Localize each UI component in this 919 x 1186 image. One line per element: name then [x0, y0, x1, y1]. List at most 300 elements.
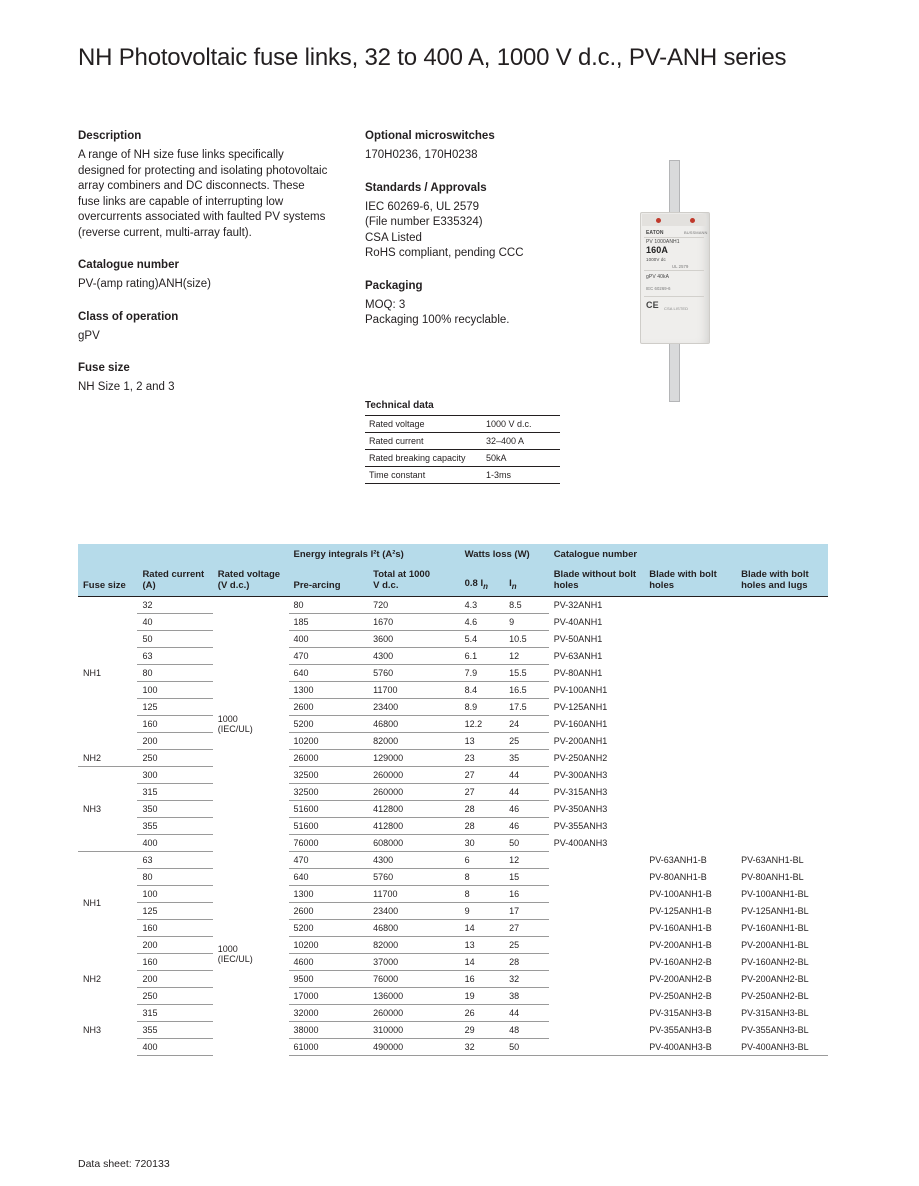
cell-watts-08in: 26 [460, 1005, 505, 1022]
cell-cat-blade-without [549, 1005, 645, 1022]
cell-watts-08in: 8 [460, 869, 505, 886]
header-rated-voltage [213, 544, 289, 597]
technical-data-title: Technical data [365, 400, 434, 411]
cell-rated-current: 100 [137, 886, 212, 903]
cell-cat-blade-without: PV-250ANH2 [553, 753, 608, 763]
cell-total-i2t: 310000 [368, 1022, 460, 1039]
cell-watts-in: 48 [504, 1022, 549, 1039]
cell-total-i2t: 260000 [368, 784, 460, 801]
cell-rated-current: 160 [137, 954, 212, 971]
cell-cat-blade-lugs [736, 733, 828, 750]
cell-watts-08in: 9 [460, 903, 505, 920]
cell-watts-in: 32 [504, 971, 549, 988]
table-row [78, 1039, 828, 1056]
cell-rated-current: 300 [137, 767, 212, 784]
cell-rated-current: 350 [137, 801, 212, 818]
cell-rated-current: 250 [137, 750, 212, 767]
header-watts-08-label: 0.8 I [464, 578, 484, 590]
csa-mark-label: CSA LISTED [664, 306, 689, 311]
cell-cat-blade-with [644, 682, 736, 699]
cell-watts-in: 44 [504, 1005, 549, 1022]
table-row [78, 1022, 828, 1039]
cell-total-i2t: 37000 [368, 954, 460, 971]
cell-cat-blade-without [549, 920, 645, 937]
cell-cat-blade-lugs: PV-315ANH3-BL [741, 1008, 809, 1018]
table-row [365, 433, 560, 450]
cell-cat-blade-with [644, 665, 736, 682]
cell-watts-08in: 19 [460, 988, 505, 1005]
cell-total-i2t: 3600 [368, 631, 460, 648]
cell-cat-blade-lugs [736, 784, 828, 801]
middle-column [365, 130, 595, 329]
cell-total-i2t: 412800 [368, 818, 460, 835]
cell-pre-arcing: 185 [289, 614, 369, 631]
cell-cat-blade-lugs: PV-355ANH3-BL [741, 1025, 809, 1035]
table-row [365, 416, 560, 433]
product-amps-label: 160A [646, 245, 668, 255]
cell-total-i2t: 4300 [368, 852, 460, 869]
description-heading: Description [78, 130, 142, 142]
header-blade-lugs-l2: holes and lugs [741, 580, 808, 591]
table-row [78, 903, 828, 920]
cell-watts-in: 25 [504, 733, 549, 750]
table-row [78, 750, 828, 767]
table-row [78, 852, 828, 869]
cell-voltage-line2: (IEC/UL) [217, 724, 253, 735]
cell-cat-blade-with [644, 767, 736, 784]
cell-watts-in: 50 [504, 1039, 549, 1056]
product-brand-label: EATON [646, 230, 664, 236]
cell-cat-blade-without: PV-400ANH3 [553, 838, 608, 848]
cell-watts-in: 15 [504, 869, 549, 886]
cell-pre-arcing: 61000 [289, 1039, 369, 1056]
tech-value: 50kA [482, 450, 560, 467]
cell-pre-arcing: 38000 [289, 1022, 369, 1039]
header-rated-voltage-l1: Rated voltage [217, 569, 281, 580]
table-row [78, 886, 828, 903]
cell-cat-blade-with: PV-100ANH1-B [649, 889, 712, 899]
cell-watts-in: 46 [504, 801, 549, 818]
cell-cat-blade-with [644, 750, 736, 767]
product-brand-sub-label: BUSSMANN [684, 230, 708, 235]
header-rated-current-l2: (A) [142, 580, 156, 591]
cell-watts-08in: 27 [460, 784, 505, 801]
table-row [78, 801, 828, 818]
cell-cat-blade-lugs: PV-80ANH1-BL [741, 872, 804, 882]
cell-total-i2t: 11700 [368, 682, 460, 699]
cell-watts-08in: 14 [460, 954, 505, 971]
cell-cat-blade-lugs: PV-400ANH3-BL [736, 1039, 828, 1056]
indicator-dot-left [656, 218, 661, 223]
header-watts-in-sub: n [511, 582, 517, 591]
cell-cat-blade-without: PV-63ANH1 [553, 651, 603, 661]
cell-voltage-line1: 1000 [217, 714, 238, 725]
cell-watts-08in: 7.9 [460, 665, 505, 682]
standards-line-2: (File number E335324) [365, 216, 483, 228]
header-pre-arcing: Pre-arcing [289, 565, 369, 597]
cell-cat-blade-without: PV-40ANH1 [553, 617, 603, 627]
cell-cat-blade-lugs: PV-125ANH1-BL [741, 906, 809, 916]
microswitches-heading: Optional microswitches [365, 130, 495, 142]
table-row [78, 954, 828, 971]
cell-cat-blade-with [644, 699, 736, 716]
cell-watts-in: 16 [504, 886, 549, 903]
cell-total-i2t: 82000 [368, 733, 460, 750]
cell-watts-in: 12 [504, 852, 549, 869]
cell-cat-blade-with [644, 597, 736, 614]
cell-cat-blade-without: PV-125ANH1 [553, 702, 608, 712]
cell-cat-blade-lugs: PV-100ANH1-BL [741, 889, 809, 899]
table-row [365, 450, 560, 467]
table-row [78, 699, 828, 716]
cell-pre-arcing: 640 [289, 869, 369, 886]
cell-watts-in: 16.5 [504, 682, 549, 699]
cell-cat-blade-lugs [736, 648, 828, 665]
packaging-line-1: MOQ: 3 [365, 298, 406, 311]
cell-rated-current: 400 [137, 1039, 212, 1056]
class-of-operation-text: gPV [78, 329, 100, 342]
cell-rated-current: 100 [137, 682, 212, 699]
cell-watts-08in: 8 [460, 886, 505, 903]
cell-cat-blade-with: PV-125ANH1-B [649, 906, 712, 916]
cell-cat-blade-lugs: PV-200ANH1-BL [741, 940, 809, 950]
cell-pre-arcing: 640 [289, 665, 369, 682]
cell-watts-08in: 6.1 [460, 648, 505, 665]
cell-rated-current: 32 [137, 597, 212, 614]
cell-cat-blade-without: PV-355ANH3 [553, 821, 608, 831]
cell-rated-voltage [213, 597, 289, 852]
class-of-operation-heading: Class of operation [78, 310, 179, 323]
indicator-dot-right [690, 218, 695, 223]
header-blade-without-l1: Blade without bolt [553, 569, 637, 580]
cell-pre-arcing: 10200 [289, 937, 369, 954]
cell-pre-arcing: 9500 [289, 971, 369, 988]
cell-total-i2t: 260000 [368, 767, 460, 784]
standards-heading: Standards / Approvals [365, 181, 487, 194]
cell-cat-blade-lugs: PV-63ANH1-BL [741, 855, 804, 865]
product-gpv-label: gPV 40kA [646, 274, 670, 280]
table-row [78, 631, 828, 648]
header-watts-in [504, 565, 549, 597]
cell-rated-current: 355 [137, 818, 212, 835]
header-fuse-size: Fuse size [78, 544, 137, 597]
cell-watts-in: 35 [504, 750, 549, 767]
cell-cat-blade-without [549, 886, 645, 903]
cell-total-i2t: 76000 [368, 971, 460, 988]
cell-pre-arcing: 32500 [289, 784, 369, 801]
table-row [78, 835, 828, 852]
cell-pre-arcing: 5200 [289, 716, 369, 733]
cell-total-i2t: 23400 [368, 699, 460, 716]
cell-cat-blade-lugs [736, 818, 828, 835]
cell-rated-current: 315 [137, 784, 212, 801]
cell-pre-arcing: 26000 [289, 750, 369, 767]
header-catalogue-number: Catalogue number [549, 544, 828, 565]
cell-watts-08in: 5.4 [460, 631, 505, 648]
catalogue-number-heading: Catalogue number [78, 259, 179, 271]
cell-watts-08in: 13 [460, 937, 505, 954]
table-row [78, 767, 828, 784]
cell-total-i2t: 82000 [368, 937, 460, 954]
page-title: NH Photovoltaic fuse links, 32 to 400 A, 1000 V d.c., PV-ANH series [78, 44, 787, 71]
cell-fuse-size: NH2 [83, 974, 102, 984]
cell-cat-blade-without [549, 852, 645, 869]
cell-cat-blade-without [549, 1022, 645, 1039]
cell-cat-blade-without: PV-160ANH1 [553, 719, 608, 729]
cell-cat-blade-lugs [736, 631, 828, 648]
cell-cat-blade-with [644, 648, 736, 665]
cell-total-i2t: 46800 [368, 716, 460, 733]
cell-cat-blade-without [549, 971, 645, 988]
cell-watts-in: 17 [504, 903, 549, 920]
product-ul-label: UL 2579 [672, 264, 689, 269]
cell-pre-arcing: 2600 [289, 903, 369, 920]
cell-fuse-size: NH2 [78, 750, 137, 767]
cell-cat-blade-without: PV-315ANH3 [553, 787, 608, 797]
fuse-body-top-strip [642, 214, 706, 226]
table-row [78, 1005, 828, 1022]
cell-rated-current: 355 [137, 1022, 212, 1039]
product-iec-label: IEC 60269-6 [646, 286, 671, 291]
cell-watts-08in: 28 [460, 801, 505, 818]
cell-watts-in: 44 [504, 767, 549, 784]
cell-cat-blade-with: PV-400ANH3-B [644, 1039, 736, 1056]
cell-cat-blade-with: PV-63ANH1-B [649, 855, 707, 865]
packaging-heading: Packaging [365, 279, 423, 292]
cell-rated-current: 63 [137, 852, 212, 869]
cell-pre-arcing: 470 [289, 852, 369, 869]
cell-cat-blade-with: PV-200ANH1-B [649, 940, 712, 950]
cell-pre-arcing: 32000 [289, 1005, 369, 1022]
cell-cat-blade-without: PV-200ANH1 [553, 736, 608, 746]
cell-cat-blade-with: PV-200ANH2-B [649, 974, 712, 984]
tech-value: 32–400 A [482, 433, 560, 450]
cell-total-i2t: 412800 [368, 801, 460, 818]
cell-pre-arcing: 80 [289, 597, 369, 614]
cell-cat-blade-without: PV-300ANH3 [553, 770, 608, 780]
cell-rated-current: 160 [137, 716, 212, 733]
cell-rated-current: 250 [137, 988, 212, 1005]
product-photo [612, 160, 732, 400]
fuse-size-text: NH Size 1, 2 and 3 [78, 381, 175, 393]
cell-total-i2t: 136000 [368, 988, 460, 1005]
header-total-l2: V d.c. [373, 580, 399, 591]
cell-cat-blade-lugs [736, 597, 828, 614]
cell-cat-blade-with [644, 835, 736, 852]
cell-pre-arcing: 470 [289, 648, 369, 665]
product-voltage-label: 1000V dc [646, 257, 666, 262]
cell-watts-08in: 32 [460, 1039, 505, 1056]
cell-watts-08in: 29 [460, 1022, 505, 1039]
header-watts-loss: Watts loss (W) [460, 544, 549, 565]
table-row [78, 716, 828, 733]
cell-cat-blade-with: PV-250ANH2-B [649, 991, 712, 1001]
header-blade-lugs-l1: Blade with bolt [741, 569, 809, 580]
cell-watts-08in: 4.3 [460, 597, 505, 614]
table-row [365, 467, 560, 484]
cell-rated-current: 63 [137, 648, 212, 665]
cell-fuse-size: NH1 [78, 597, 137, 750]
description-text: A range of NH size fuse links specifically designed for protecting and isolating photovoltaic array combiners and DC disconnects. These fuse links are capable of interrupting low overcurrents associated with faulted PV systems (reverse current, multi-array fault). [78, 149, 328, 239]
cell-pre-arcing: 51600 [289, 818, 369, 835]
cell-cat-blade-without [549, 988, 645, 1005]
cell-cat-blade-without: PV-32ANH1 [549, 597, 645, 614]
cell-rated-current: 200 [137, 733, 212, 750]
cell-pre-arcing: 17000 [289, 988, 369, 1005]
table-row [78, 682, 828, 699]
header-blade-without-bolt-holes [549, 565, 645, 597]
cell-total-i2t: 5760 [368, 869, 460, 886]
cell-pre-arcing: 32500 [289, 767, 369, 784]
ce-mark-icon: CE [646, 300, 659, 310]
cell-watts-08in: 6 [460, 852, 505, 869]
cell-cat-blade-without [549, 937, 645, 954]
cell-watts-in: 8.5 [504, 597, 549, 614]
technical-data-box [365, 400, 560, 484]
table-header-row-1 [78, 544, 828, 565]
cell-watts-in: 15.5 [504, 665, 549, 682]
tech-label: Rated current [365, 433, 482, 450]
header-rated-current-l1: Rated current [142, 569, 205, 580]
cell-voltage-line2: (IEC/UL) [217, 953, 253, 964]
cell-total-i2t: 1670 [368, 614, 460, 631]
cell-fuse-size: NH3 [83, 1025, 102, 1035]
main-table-body [78, 597, 828, 1056]
cell-cat-blade-with [644, 716, 736, 733]
cell-total-i2t: 129000 [368, 750, 460, 767]
table-row [78, 665, 828, 682]
header-watts-08in [460, 565, 505, 597]
cell-watts-08in: 12.2 [460, 716, 505, 733]
cell-watts-08in: 4.6 [460, 614, 505, 631]
cell-rated-current: 80 [137, 869, 212, 886]
cell-total-i2t: 5760 [368, 665, 460, 682]
cell-cat-blade-with [644, 733, 736, 750]
cell-rated-current: 400 [137, 835, 212, 852]
table-row [78, 733, 828, 750]
tech-value: 1-3ms [482, 467, 560, 484]
table-row [78, 920, 828, 937]
standards-line-1: IEC 60269-6, UL 2579 [365, 200, 480, 213]
cell-rated-voltage [213, 852, 289, 1056]
cell-total-i2t: 260000 [368, 1005, 460, 1022]
table-row [78, 988, 828, 1005]
cell-fuse-size: NH1 [83, 897, 102, 908]
cell-pre-arcing: 1300 [289, 886, 369, 903]
header-blade-with-bolt-holes [644, 565, 736, 597]
table-row [78, 648, 828, 665]
cell-watts-in: 46 [504, 818, 549, 835]
cell-total-i2t: 720 [368, 597, 460, 614]
cell-cat-blade-with: PV-80ANH1-B [649, 872, 707, 882]
table-row [78, 971, 828, 988]
cell-pre-arcing: 4600 [289, 954, 369, 971]
header-watts-in-label: I [509, 578, 512, 590]
microswitches-text: 170H0236, 170H0238 [365, 149, 478, 161]
cell-cat-blade-lugs: PV-250ANH2-BL [741, 991, 809, 1001]
packaging-line-2: Packaging 100% recyclable. [365, 314, 510, 326]
cell-watts-in: 12 [504, 648, 549, 665]
cell-cat-blade-with [644, 614, 736, 631]
cell-watts-08in: 14 [460, 920, 505, 937]
fuse-blade-bottom [669, 338, 680, 402]
cell-watts-in: 50 [504, 835, 549, 852]
cell-rated-current: 40 [137, 614, 212, 631]
cell-watts-in: 38 [504, 988, 549, 1005]
cell-cat-blade-without: PV-100ANH1 [553, 685, 608, 695]
cell-cat-blade-lugs [736, 699, 828, 716]
cell-cat-blade-with [644, 818, 736, 835]
header-energy-integrals [289, 544, 460, 565]
cell-cat-blade-lugs [736, 835, 828, 852]
cell-total-i2t: 11700 [368, 886, 460, 903]
cell-watts-08in: 27 [460, 767, 505, 784]
cell-cat-blade-lugs [736, 716, 828, 733]
cell-cat-blade-with [644, 784, 736, 801]
cell-watts-08in: 8.4 [460, 682, 505, 699]
table-row [78, 937, 828, 954]
table-row [78, 869, 828, 886]
cell-pre-arcing: 2600 [289, 699, 369, 716]
cell-cat-blade-lugs [736, 801, 828, 818]
cell-watts-in: 24 [504, 716, 549, 733]
cell-rated-current: 315 [137, 1005, 212, 1022]
cell-rated-current: 125 [137, 699, 212, 716]
header-blade-with-l1: Blade with bolt [649, 569, 717, 580]
cell-rated-current: 200 [137, 971, 212, 988]
cell-watts-in: 9 [504, 614, 549, 631]
header-total-at-1000v [368, 565, 460, 597]
cell-rated-current: 200 [137, 937, 212, 954]
header-blade-with-bolt-holes-and-lugs [736, 565, 828, 597]
cell-cat-blade-with [644, 801, 736, 818]
header-rated-current [137, 544, 212, 597]
cell-watts-08in: 30 [460, 835, 505, 852]
cell-cat-blade-with [644, 631, 736, 648]
cell-watts-in: 28 [504, 954, 549, 971]
cell-total-i2t: 4300 [368, 648, 460, 665]
cell-cat-blade-lugs [736, 767, 828, 784]
cell-cat-blade-with: PV-315ANH3-B [649, 1008, 712, 1018]
cell-voltage-line1: 1000 [217, 943, 238, 954]
cell-watts-08in: 16 [460, 971, 505, 988]
cell-cat-blade-without [549, 954, 645, 971]
cell-cat-blade-without [549, 1039, 645, 1056]
table-row [78, 614, 828, 631]
standards-line-3: CSA Listed [365, 231, 422, 244]
cell-cat-blade-with: PV-160ANH1-B [649, 923, 712, 933]
table-row [78, 818, 828, 835]
header-total-l1: Total at 1000 [373, 569, 430, 580]
main-data-table-wrapper [78, 544, 828, 1056]
cell-rated-current: 125 [137, 903, 212, 920]
header-watts-08-sub: n [483, 582, 488, 591]
cell-pre-arcing: 400 [289, 631, 369, 648]
cell-watts-in: 44 [504, 784, 549, 801]
cell-watts-in: 10.5 [504, 631, 549, 648]
label-divider-2 [644, 270, 704, 271]
header-energy-integrals-label: Energy integrals I²t (A²s) [293, 549, 404, 560]
header-blade-without-l2: holes [553, 580, 579, 591]
cell-rated-current: 160 [137, 920, 212, 937]
cell-cat-blade-without: PV-50ANH1 [553, 634, 603, 644]
cell-watts-in: 27 [504, 920, 549, 937]
cell-cat-blade-lugs [736, 750, 828, 767]
cell-cat-blade-lugs [736, 682, 828, 699]
cell-cat-blade-with: PV-160ANH2-B [649, 957, 712, 967]
cell-cat-blade-lugs [736, 614, 828, 631]
cell-watts-08in: 8.9 [460, 699, 505, 716]
